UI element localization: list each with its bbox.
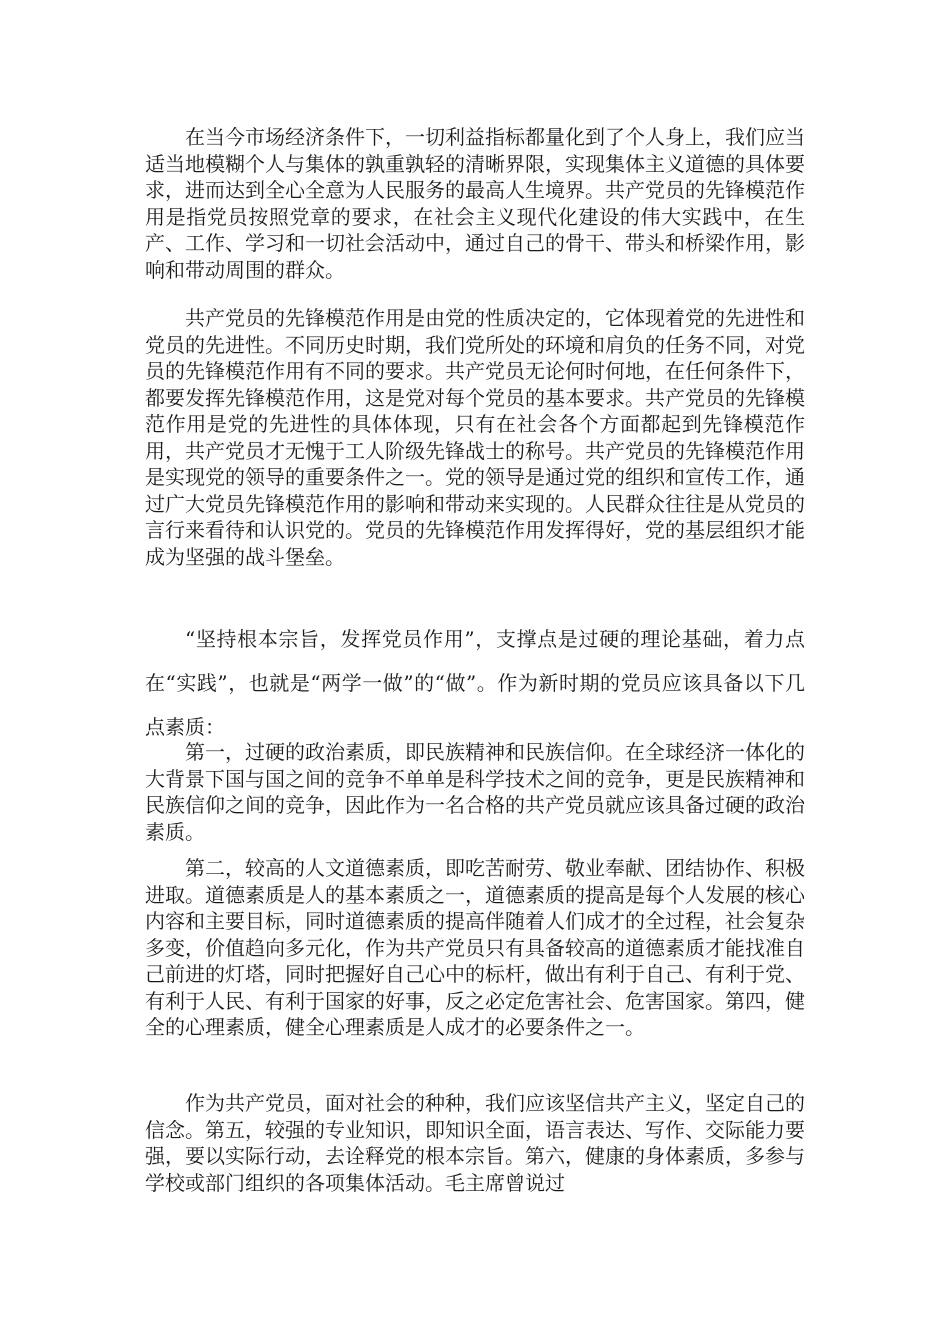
paragraph-2: 共产党员的先锋模范作用是由党的性质决定的，它体现着党的先进性和党员的先进性。不同历史时期，我们党所处的环境和肩负的任务不同，对党员的先锋模范作用有不同的要求。共产党员无论何时何地，在任何条件下，都要发挥先锋模范作用，这是党对每个党员的基本要求。共产党员的先锋模范作用是党的先进性的具体体现，只有在社会各个方面都起到先锋模范作用，共产党员才无愧于工人阶级先锋战士的称号。共产党员的先锋模范作用是实现党的领导的重要条件之一。党的领导是通过党的组织和宣传工作，通过广大党员先锋模范作用的影响和带动来实现的。人民群众往往是从党员的言行来看待和认识党的。党员的先锋模范作用发挥得好，党的基层组织才能成为坚强的战斗堡垒。 (145, 306, 805, 569)
paragraph-6: 作为共产党员，面对社会的种种，我们应该坚信共产主义，坚定自己的信念。第五，较强的专业知识，即知识全面，语言表达、写作、交际能力要强，要以实际行动，去诠释党的根本宗旨。第六，健康的身体素质，多参与学校或部门组织的各项集体活动。毛主席曾说过 (145, 1091, 805, 1195)
paragraph-1: 在当今市场经济条件下，一切利益指标都量化到了个人身上，我们应当适当地模糊个人与集体的孰重孰轻的清晰界限，实现集体主义道德的具体要求，进而达到全心全意为人民服务的最高人生境界。共产党员的先锋模范作用是指党员按照党章的要求，在社会主义现代化建设的伟大实践中，在生产、工作、学习和一切社会活动中，通过自己的骨干、带头和桥梁作用，影响和带动周围的群众。 (145, 125, 805, 282)
paragraph-3: “坚持根本宗旨，发挥党员作用”，支撑点是过硬的理论基础，着力点在“实践”，也就是“两学一做”的“做”。作为新时期的党员应该具备以下几点素质： (145, 627, 805, 739)
paragraph-5: 第二，较高的人文道德素质，即吃苦耐劳、敬业奉献、团结协作、积极进取。道德素质是人的基本素质之一，道德素质的提高是每个人发展的核心内容和主要目标，同时道德素质的提高伴随着人们成才的全过程，社会复杂多变，价值趋向多元化，作为共产党员只有具备较高的道德素质才能找准自己前进的灯塔，同时把握好自己心中的标杆，做出有利于自己、有利于党、有利于人民、有利于国家的好事，反之必定危害社会、危害国家。第四，健全的心理素质，健全心理素质是人成才的必要条件之一。 (145, 856, 805, 1039)
paragraph-4: 第一，过硬的政治素质，即民族精神和民族信仰。在全球经济一体化的大背景下国与国之间的竞争不单单是科学技术之间的竞争，更是民族精神和民族信仰之间的竞争，因此作为一名合格的共产党员就应该具备过硬的政治素质。 (145, 740, 805, 844)
